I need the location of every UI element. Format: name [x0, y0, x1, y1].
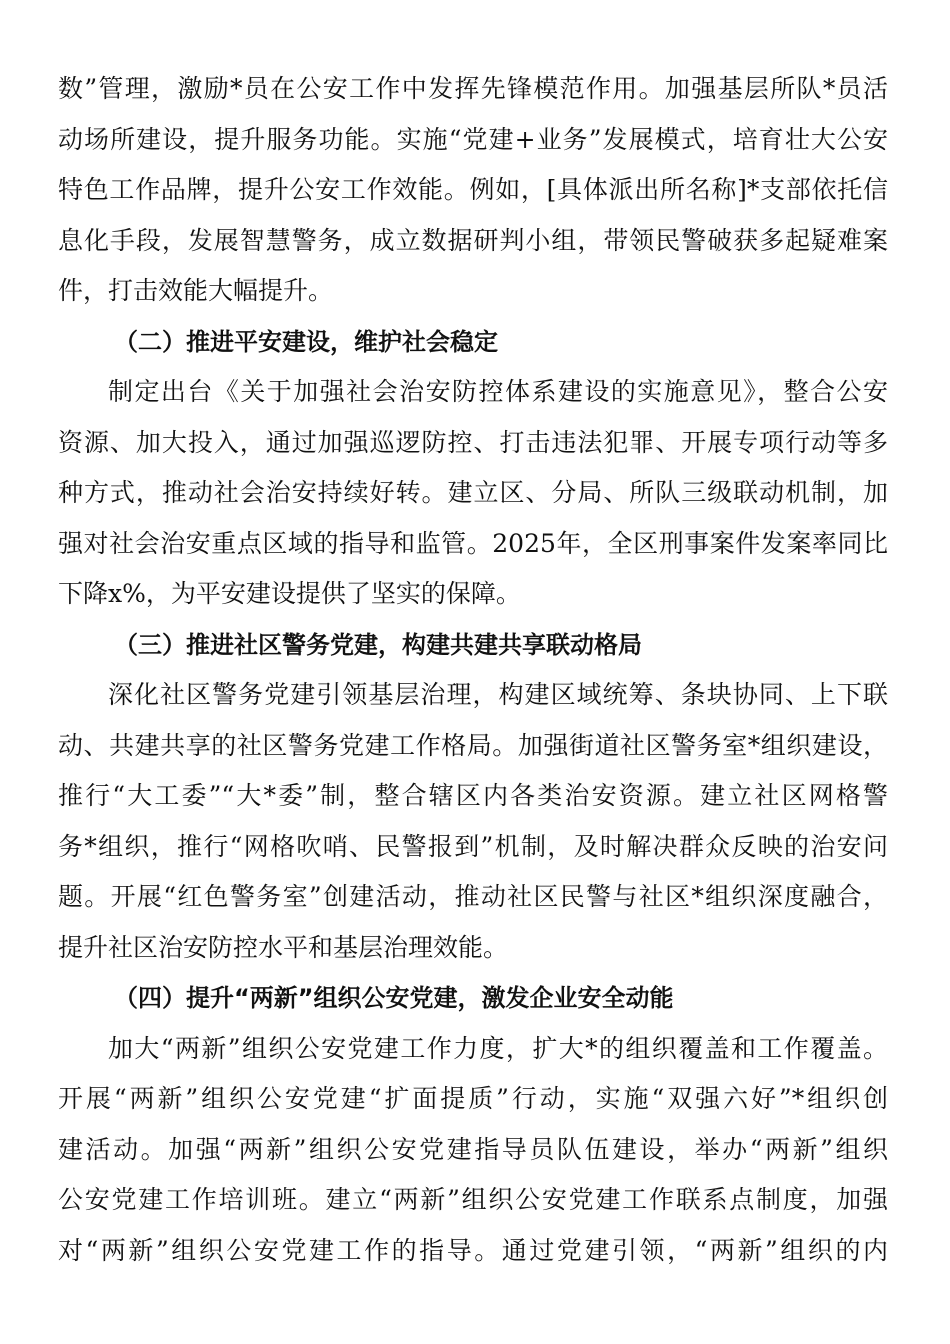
paragraph-line: 提升社区治安防控水平和基层治理效能。 [58, 932, 509, 962]
paragraph-line: 务*组织，推行“网格吹哨、民警报到”机制，及时解决群众反映的治安问 [58, 831, 888, 861]
section-heading: （二）推进平安建设，维护社会稳定 [114, 327, 498, 356]
paragraph-line: 对“两新”组织公安党建工作的指导。通过党建引领，“两新”组织的内 [58, 1235, 888, 1265]
paragraph-line: 息化手段，发展智慧警务，成立数据研判小组，带领民警破获多起疑难案 [58, 225, 888, 255]
paragraph-line: 制定出台《关于加强社会治安防控体系建设的实施意见》，整合公安 [108, 377, 888, 406]
paragraph-line: 题。开展“红色警务室”创建活动，推动社区民警与社区*组织深度融合， [58, 882, 888, 911]
paragraph-line: 特色工作品牌，提升公安工作效能。例如，[具体派出所名称]*支部依托信 [58, 175, 888, 204]
paragraph-line: 强对社会治安重点区域的指导和监管。2025年，全区刑事案件发案率同比 [58, 528, 888, 558]
document-body [58, 64, 888, 1276]
paragraph-line: 建活动。加强“两新”组织公安党建指导员队伍建设，举办“两新”组织 [58, 1134, 888, 1164]
section-heading: （三）推进社区警务党建，构建共建共享联动格局 [114, 630, 642, 659]
paragraph-line: 下降x%，为平安建设提供了坚实的保障。 [58, 579, 521, 608]
paragraph-line: 深化社区警务党建引领基层治理，构建区域统筹、条块协同、上下联 [108, 680, 888, 709]
paragraph-line: 公安党建工作培训班。建立“两新”组织公安党建工作联系点制度，加强 [58, 1185, 888, 1214]
paragraph-line: 推行“大工委”“大*委”制，整合辖区内各类治安资源。建立社区网格警 [58, 781, 888, 810]
paragraph-line: 加大“两新”组织公安党建工作力度，扩大*的组织覆盖和工作覆盖。 [108, 1033, 888, 1063]
document-page [58, 64, 888, 1276]
paragraph-line: 动场所建设，提升服务功能。实施“党建+业务”发展模式，培育壮大公安 [58, 124, 888, 154]
paragraph-line: 动、共建共享的社区警务党建工作格局。加强街道社区警务室*组织建设， [58, 730, 888, 760]
paragraph-line: 资源、加大投入，通过加强巡逻防控、打击违法犯罪、开展专项行动等多 [58, 427, 888, 457]
paragraph-line: 数”管理，激励*员在公安工作中发挥先锋模范作用。加强基层所队*员活 [58, 74, 888, 103]
paragraph-line: 开展“两新”组织公安党建“扩面提质”行动，实施“双强六好”*组织创 [58, 1084, 888, 1113]
paragraph-line: 种方式，推动社会治安持续好转。建立区、分局、所队三级联动机制，加 [58, 478, 888, 507]
paragraph-line: 件，打击效能大幅提升。 [58, 276, 334, 305]
section-heading: （四）提升“两新”组织公安党建，激发企业安全动能 [114, 984, 674, 1012]
